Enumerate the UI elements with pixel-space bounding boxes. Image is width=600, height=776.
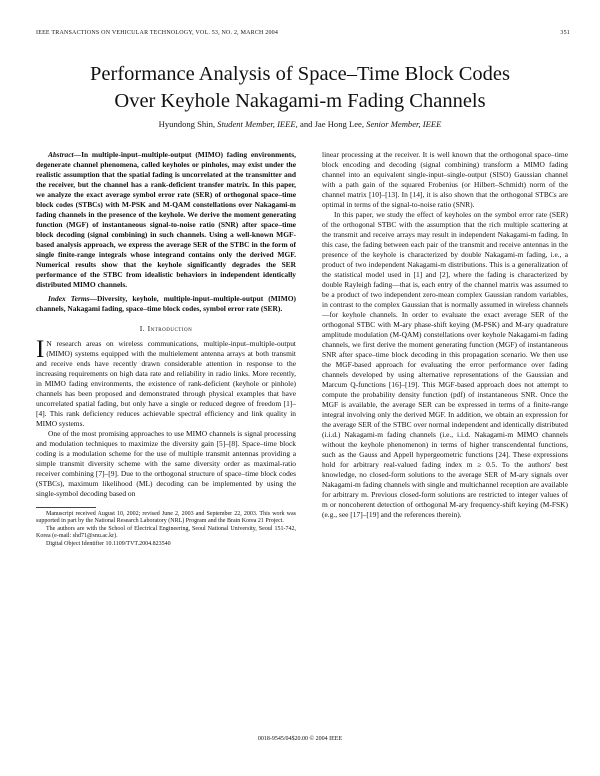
abstract-label: Abstract— bbox=[48, 150, 82, 159]
title-line-2: Over Keyhole Nakagami-m Fading Channels bbox=[114, 90, 486, 112]
intro-paragraph-1 bbox=[36, 336, 296, 429]
footnote-doi: Digital Object Identifier 10.1109/TVT.2004.823540 bbox=[46, 540, 171, 547]
journal-header: IEEE TRANSACTIONS ON VEHICULAR TECHNOLOGY, VOL. 53, NO. 2, MARCH 2004 bbox=[36, 30, 279, 36]
right-paragraph-2: In this paper, we study the effect of keyholes on the symbol error rate (SER) of the orthogonal STBC with the assumption that the rich multiple scattering at the transmit and receive arrays may result in independent Nakagami-m fading. In this case, the fading between each pair of the transmit and receive antennas in the presence of the keyhole is characterized by double Nakagami-m fading, i.e., a product of two independent Nakagami-m distributions. This is a generalization of the statistical model used in [1] and [2], where the fading is characterized by double Rayleigh fading—that is, each entry of the channel matrix was assumed to be a product of two independent zero-mean complex Gaussian random variables, in contrast to the complex Gaussian that is normally assumed in wireless channels—for keyhole channels. In order to evaluate the exact average SER of the orthogonal STBC with M-ary phase-shift keying (M-PSK) and M-ary quadrature amplitude modulation (M-QAM) constellations over keyhole Nakagami-m fading channels, we first derive the moment generating function (MGF) of instantaneous SNR after space–time block decoding in this propagation scenario. We then use the MGF-based approach for evaluating the error performance over fading channels developed by using alternative representations of the Gaussian and Marcum Q-functions [16]–[19]. This MGF-based approach does not attempt to compute the probability density function (pdf) of instantaneous SNR. Once the MGF is available, the average SER can be expressed in terms of a finite-range integral involving only the derived MGF. In addition, we obtain an expression for the average SER of the STBC over normal independent and identically distributed (i.i.d.) Nakagami-m fading channels (i.e., i.i.d. Nakagami-m MIMO channels without the keyhole phenomenon) in terms of higher transcendental functions, such as the Gauss and Appell hypergeometric functions [24]. These expressions hold for arbitrary real-valued fading index m ≥ 0.5. To the authors' best knowledge, no closed-form solutions to the average SER of M-ary signals over Nakagami-m fading channels with single and multichannel reception are available for arbitrary m. Previous closed-form solutions are restricted to integer values of m or noncoherent detection of orthogonal M-ary frequency-shift keying (M-FSK) (e.g., see [17]–[19] and the references therein). bbox=[322, 210, 568, 519]
author-2-role: Senior Member, IEEE bbox=[366, 119, 442, 129]
author-1-role: Student Member, IEEE, bbox=[217, 119, 298, 129]
intro-paragraph-2: One of the most promising approaches to use MIMO channels is signal processing and modulation techniques to maximize the diversity gain [5]–[8]. Space–time block coding is a modulation scheme for the use of multiple transmit antennas providing a simple transmit diversity scheme with the same diversity order as maximal-ratio receiver combining [7]–[9]. Due to the orthogonal structure of space–time block codes (STBCs), maximum likelihood (ML) decoding can be implemented by using the single-symbol decoding based on bbox=[36, 429, 296, 498]
abstract-text: In multiple-input–multiple-output (MIMO) fading environments, degenerate channel phenomena, called keyholes or pinholes, may exist under the realistic assumption that the spatial fading is uncorrelated at the transmitter and the receiver, but the channel has a rank-deficient transfer matrix. In this paper, we analyze the exact average symbol error rate (SER) of orthogonal space–time block codes (STBCs) with M-PSK and M-QAM constellations over Nakagami-m fading channels in the presence of the keyhole. We derive the moment generating function (MGF) of instantaneous signal-to-noise ratio (SNR) after space–time block decoding (signal combining) in such channels. Using a well-known MGF-based analysis approach, we express the average SER of the STBC in the form of single finite-range integrals whose integrand contains only the derived MGF. Numerical results show that the keyhole significantly degrades the SER performance of the STBC from idealistic behaviors in independent identically distributed MIMO channels. bbox=[36, 150, 296, 289]
drop-cap: I bbox=[36, 336, 45, 363]
abstract bbox=[36, 150, 296, 290]
paper-title bbox=[20, 61, 580, 115]
intro-paragraph-1-text: N research areas on wireless communications, multiple-input–multiple-output (MIMO) systems equipped with the multielement antenna arrays at both transmit and receive ends have recently drawn considerable attention in response to the increasing requirements on high data rate and reliability in radio links. More recently, in MIMO fading environments, the existence of rank-deficient (keyhole or pinhole) channels has been proposed and demonstrated through physical examples that have uncorrelated spatial fading, but only have a single or reduced degree of freedom [1]–[4]. This rank deficiency reduces achievable spectral efficiency and link quality in MIMO systems. bbox=[36, 339, 296, 428]
copyright-footer: 0018-9545/04$20.00 © 2004 IEEE bbox=[257, 736, 343, 742]
running-header bbox=[36, 30, 570, 42]
page-number: 351 bbox=[560, 30, 570, 36]
index-terms bbox=[36, 294, 296, 314]
section-heading-introduction: I. Introduction bbox=[139, 324, 193, 333]
author-line bbox=[20, 119, 580, 129]
left-column bbox=[36, 150, 296, 548]
author-conjunction: and bbox=[300, 119, 313, 129]
author-1-name: Hyundong Shin, bbox=[158, 119, 216, 129]
title-line-1: Performance Analysis of Space–Time Block Codes bbox=[90, 63, 510, 85]
right-paragraph-1: linear processing at the receiver. It is well known that the orthogonal space–time block encoding and decoding (signal combining) transform a MIMO fading channel into an equivalent single-input–single-output (SISO) Gaussian channel with a path gain of the squared Frobenius (or Hilbert–Schmidt) norm of the channel matrix [10]–[13]. In [14], it is also shown that the orthogonal STBCs are optimal in terms of the signal-to-noise ratio (SNR). bbox=[322, 150, 568, 209]
footnote-manuscript: Manuscript received August 10, 2002; revised June 2, 2003 and September 22, 2003. This work was supported in part by the National Research Laboratory (NRL) Program and the Brain Korea 21 Project. bbox=[36, 511, 296, 525]
footnote-divider bbox=[36, 507, 96, 508]
index-terms-text: Diversity, keyhole, multiple-input–multiple-output (MIMO) channels, Nakagami fading, space–time block codes, symbol error rate (SER). bbox=[36, 294, 296, 313]
author-2-name: Jae Hong Lee, bbox=[314, 119, 364, 129]
right-column bbox=[322, 150, 568, 520]
footnote-affiliation: The authors are with the School of Electrical Engineering, Seoul National University, Seoul 151-742, Korea (e-mail: shd71@snu.ac.kr). bbox=[36, 525, 296, 540]
index-terms-label: Index Terms— bbox=[48, 294, 97, 303]
